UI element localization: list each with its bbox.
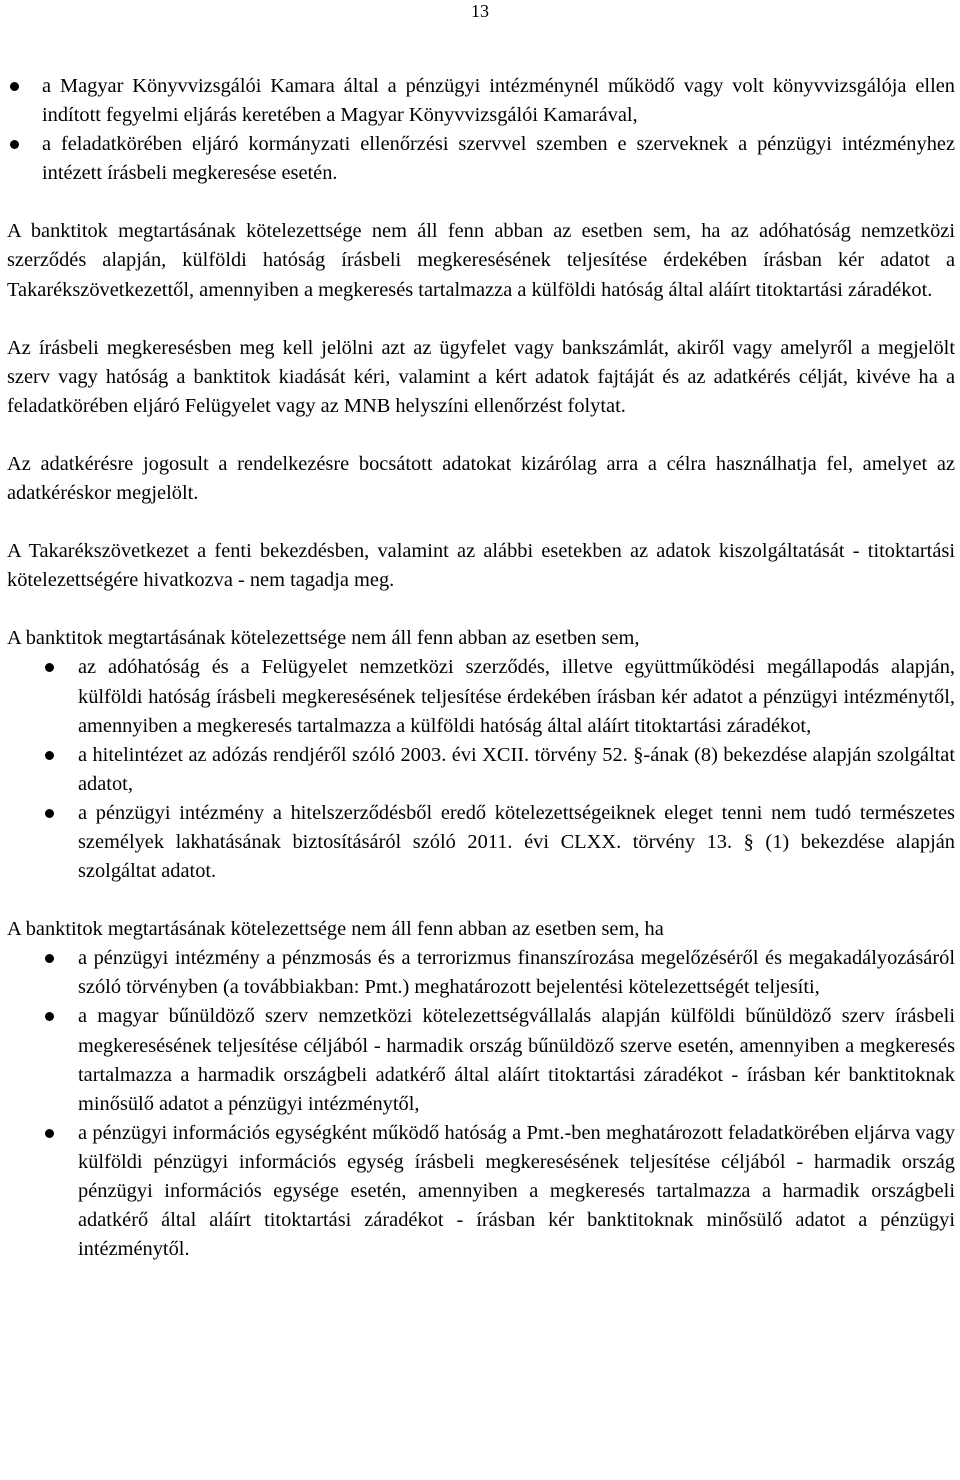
paragraph: Az írásbeli megkeresésben meg kell jelölni azt az ügyfelet vagy bankszámlát, akiről vagy amelyről a megjelölt szerv vagy hatóság a banktitok kiadását kéri, valamint a kért adatok fajtáját és az adatkérés célját, kivéve ha a feladatkörében eljáró Felügyelet vagy az MNB helyszíni ellenőrzést folytat. (7, 336, 955, 417)
top-bullet-list (7, 72, 955, 188)
paragraph: Az adatkérésre jogosult a rendelkezésre bocsátott adatokat kizárólag arra a célra használhatja fel, amelyet az adatkéréskor megjelölt. (7, 452, 955, 505)
list-item: a feladatkörében eljáró kormányzati ellenőrzési szervvel szemben e szerveknek a pénzügyi intézményhez intézett írásbeli megkeresése esetén. (7, 130, 955, 188)
list-item: az adóhatóság és a Felügyelet nemzetközi szerződés, illetve együttműködési megállapodás alapján, külföldi hatóság írásbeli megkeresésének teljesítése érdekében írásban kér adatot a pénzügyi intézménytől, amennyiben a megkeresés tartalmazza a külföldi hatóság által aláírt titoktartási záradékot, (7, 653, 955, 740)
page-number: 13 (471, 1, 489, 21)
section-b-list (7, 944, 955, 1264)
list-item: a pénzügyi információs egységként működő hatóság a Pmt.-ben meghatározott feladatkörében eljárva vagy külföldi pénzügyi információs egység írásbeli megkeresésének teljesítése céljából - harmadik ország pénzügyi információs egysége esetén, amennyiben a megkeresés tartalmazza a harmadik országbeli adatkérő által aláírt titoktartási záradékot - írásban kér banktitoknak minősülő adatot a pénzügyi intézménytől. (7, 1119, 955, 1264)
list-item: a Magyar Könyvvizsgálói Kamara által a pénzügyi intézménynél működő vagy volt könyvvizsgálója ellen indított fegyelmi eljárás keretében a Magyar Könyvvizsgálói Kamarával, (7, 72, 955, 130)
paragraph: A banktitok megtartásának kötelezettsége nem áll fenn abban az esetben sem, ha az adóhatóság nemzetközi szerződés alapján, külföldi hatóság írásbeli megkeresésének teljesítése érdekében írásban kér adatot a Takarékszövetkezettől, amennyiben a megkeresés tartalmazza a külföldi hatóság által aláírt titoktartási záradékot. (7, 220, 955, 301)
list-item: a magyar bűnüldöző szerv nemzetközi kötelezettségvállalás alapján külföldi bűnüldöző szerv írásbeli megkeresésének teljesítése céljából - harmadik ország bűnüldöző szerve esetén, amennyiben a megkeresés tartalmazza a harmadik országbeli adatkérő által aláírt titoktartási záradékot - írásban kér banktitoknak minősülő adatot a pénzügyi intézménytől, (7, 1002, 955, 1118)
section-intro: A banktitok megtartásának kötelezettsége nem áll fenn abban az esetben sem, (7, 627, 640, 650)
document-body (7, 72, 955, 1264)
section-a-list (7, 653, 955, 886)
section-intro: A banktitok megtartásának kötelezettsége nem áll fenn abban az esetben sem, ha (7, 918, 664, 941)
list-item: a pénzügyi intézmény a pénzmosás és a terrorizmus finanszírozása megelőzéséről és megakadályozásáról szóló törvényben (a továbbiakban: Pmt.) meghatározott bejelentési kötelezettségét teljesíti, (7, 944, 955, 1002)
paragraph: A Takarékszövetkezet a fenti bekezdésben, valamint az alábbi esetekben az adatok kiszolgáltatását - titoktartási kötelezettségére hivatkozva - nem tagadja meg. (7, 540, 955, 592)
list-item: a hitelintézet az adózás rendjéről szóló 2003. évi XCII. törvény 52. §-ának (8) bekezdése alapján szolgáltat adatot, (7, 741, 955, 799)
list-item: a pénzügyi intézmény a hitelszerződésből eredő kötelezettségeiknek eleget tenni nem tudó természetes személyek lakhatásának biztosításáról szóló 2011. évi CLXX. törvény 13. § (1) bekezdése alapján szolgáltat adatot. (7, 799, 955, 886)
